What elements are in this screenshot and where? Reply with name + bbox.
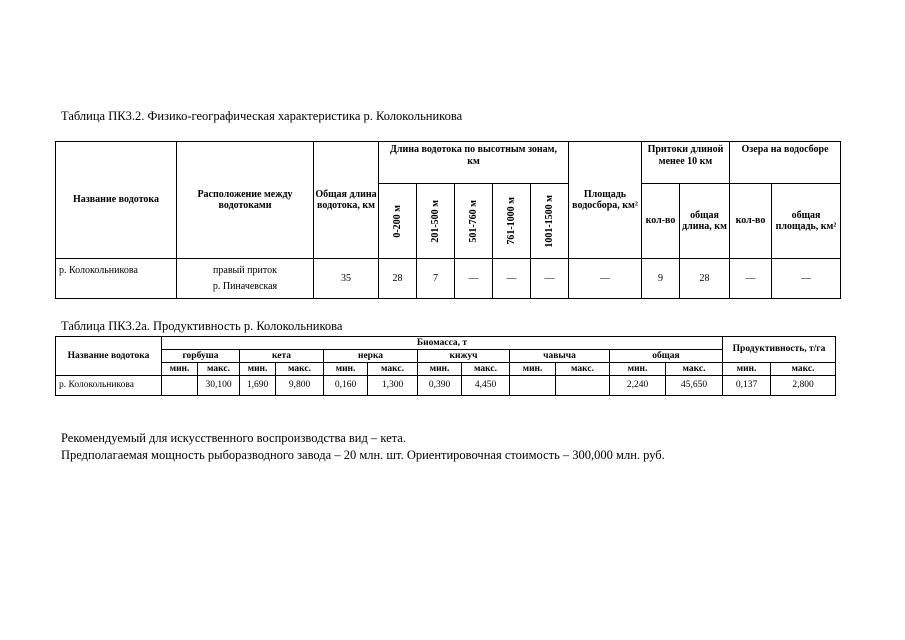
t2-species-5: общая: [610, 350, 723, 363]
t2-min-2: мин.: [324, 363, 368, 376]
header-lakes-count: кол-во: [730, 184, 772, 259]
header-location: Расположение между водотоками: [177, 142, 314, 259]
t2-val-7: 4,450: [462, 376, 510, 396]
t2-max-4: макс.: [556, 363, 610, 376]
t2-max-2: макс.: [368, 363, 418, 376]
row-zone-2: —: [455, 259, 493, 299]
table2-caption: Таблица ПК3.2а. Продуктивность р. Колокольникова: [61, 319, 343, 333]
recommendation-text: Рекомендуемый для искусственного воспроизводства вид – кета.: [61, 431, 406, 445]
t2-data-row: [56, 376, 836, 396]
productivity-table: [55, 336, 836, 396]
t2-min-6: мин.: [723, 363, 771, 376]
header-tributaries-group: Притоки длиной менее 10 км: [642, 142, 730, 184]
header-name: Название водотока: [56, 142, 177, 259]
row-zone-1: 7: [417, 259, 455, 299]
t2-min-4: мин.: [510, 363, 556, 376]
header-area: Площадь водосбора, км²: [569, 142, 642, 259]
header-length: Общая длина водотока, км: [314, 142, 379, 259]
physico-geographic-table: [55, 141, 841, 299]
t2-species-3: кижуч: [418, 350, 510, 363]
row-location-line1: правый приток: [213, 264, 277, 276]
row-area: —: [569, 259, 642, 299]
row-location-line2: р. Пиначевская: [212, 281, 278, 292]
t2-val-1: 30,100: [198, 376, 240, 396]
t2-val-0: [162, 376, 198, 396]
t2-val-12: 0,137: [723, 376, 771, 396]
hatchery-capacity-text: Предполагаемая мощность рыборазводного завода – 20 млн. шт. Ориентировочная стоимость – 300,000 млн. руб.: [61, 448, 665, 462]
t2-val-13: 2,800: [771, 376, 836, 396]
t2-max-5: макс.: [666, 363, 723, 376]
t2-val-6: 0,390: [418, 376, 462, 396]
t2-species-2: нерка: [324, 350, 418, 363]
row-name: р. Колокольникова: [56, 259, 177, 299]
t2-max-0: макс.: [198, 363, 240, 376]
t2-val-5: 1,300: [368, 376, 418, 396]
t2-species-1: кета: [240, 350, 324, 363]
t2-header-biomass: Биомасса, т: [162, 337, 723, 350]
t2-val-4: 0,160: [324, 376, 368, 396]
t2-header-productivity: Продуктивность, т/га: [723, 337, 836, 363]
header-lakes-area: общая площадь, км²: [772, 184, 841, 259]
header-zone-3: 761-1000 м: [493, 184, 531, 259]
header-zones-group: Длина водотока по высотным зонам, км: [379, 142, 569, 184]
header-lakes-group: Озера на водосборе: [730, 142, 841, 184]
t2-val-3: 9,800: [276, 376, 324, 396]
table1-caption: Таблица ПК3.2. Физико-географическая характеристика р. Колокольникова: [61, 109, 463, 123]
t2-min-0: мин.: [162, 363, 198, 376]
t2-max-3: макс.: [462, 363, 510, 376]
header-tributaries-length: общая длина, км: [680, 184, 730, 259]
t2-species-4: чавыча: [510, 350, 610, 363]
row-tributaries-count: 9: [642, 259, 680, 299]
t2-header-name: Название водотока: [56, 337, 162, 376]
t2-min-3: мин.: [418, 363, 462, 376]
t2-min-5: мин.: [610, 363, 666, 376]
row-location: [177, 259, 314, 299]
t2-val-8: [510, 376, 556, 396]
row-zone-4: —: [531, 259, 569, 299]
header-zone-2: 501-760 м: [455, 184, 493, 259]
t2-val-9: [556, 376, 610, 396]
t2-max-6: макс.: [771, 363, 836, 376]
t2-max-1: макс.: [276, 363, 324, 376]
header-zone-0: 0-200 м: [379, 184, 417, 259]
header-zone-1: 201-500 м: [417, 184, 455, 259]
t2-val-11: 45,650: [666, 376, 723, 396]
t2-val-2: 1,690: [240, 376, 276, 396]
row-length: 35: [314, 259, 379, 299]
t2-val-10: 2,240: [610, 376, 666, 396]
t2-row-name: р. Колокольникова: [56, 376, 162, 396]
t2-species-0: горбуша: [162, 350, 240, 363]
header-tributaries-count: кол-во: [642, 184, 680, 259]
row-zone-0: 28: [379, 259, 417, 299]
t2-min-1: мин.: [240, 363, 276, 376]
header-zone-4: 1001-1500 м: [531, 184, 569, 259]
t2-minmax-row: [56, 363, 836, 376]
row-lakes-count: —: [730, 259, 772, 299]
row-lakes-area: —: [772, 259, 841, 299]
row-tributaries-length: 28: [680, 259, 730, 299]
row-zone-3: —: [493, 259, 531, 299]
